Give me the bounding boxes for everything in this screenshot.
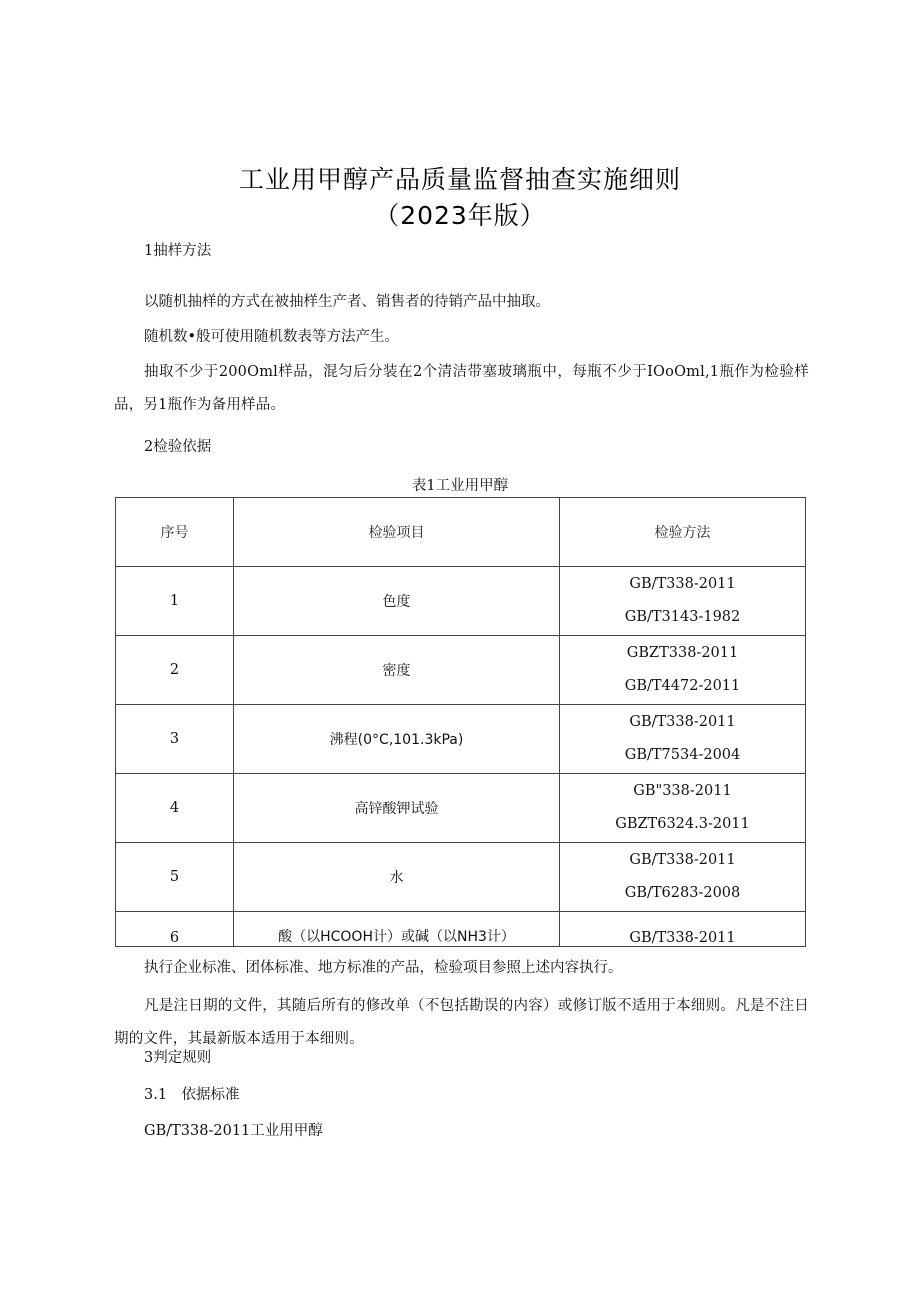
header-inspection-method: 检验方法 (560, 498, 806, 567)
row-number: 3 (116, 705, 234, 774)
method-standard: GB/T7534-2004 (624, 747, 741, 763)
method-standard: GB/T338-2011 (629, 852, 736, 868)
paragraph-basis-standard: GB/T338-2011工业用甲醇 (144, 1123, 323, 1139)
subsection-heading-basis-standard: 3.1 依据标准 (144, 1087, 240, 1103)
document-edition: （2023年版） (374, 201, 546, 230)
method-standard: GB/T4472-2011 (624, 678, 741, 694)
paragraph-random-number: 随机数•般可使用随机数表等方法产生。 (144, 329, 400, 345)
method-standard: GB/T338-2011 (629, 576, 736, 592)
method-standard: GB/T3143-1982 (624, 609, 741, 625)
document-title: 工业用甲醇产品质量监督抽查实施细则 (238, 165, 681, 194)
table-header-row (116, 498, 806, 567)
method-standard: GB"338-2011 (633, 783, 732, 799)
method-standard: GBZT338-2011 (626, 645, 739, 661)
row-methods (560, 705, 806, 774)
row-item: 密度 (234, 636, 560, 705)
table-row (116, 636, 806, 705)
table-row (116, 567, 806, 636)
table-row (116, 705, 806, 774)
header-serial-number: 序号 (116, 498, 234, 567)
row-number: 6 (116, 912, 234, 947)
row-methods (560, 843, 806, 912)
method-standard: GB/T338-2011 (629, 930, 736, 946)
row-number: 1 (116, 567, 234, 636)
row-methods (560, 912, 806, 947)
table-row (116, 774, 806, 843)
section-heading-sampling: 1抽样方法 (144, 243, 212, 259)
header-inspection-item: 检验项目 (234, 498, 560, 567)
row-item: 色度 (234, 567, 560, 636)
row-methods (560, 567, 806, 636)
inspection-table (115, 497, 806, 947)
paragraph-sampling-method: 以随机抽样的方式在被抽样生产者、销售者的待销产品中抽取。 (144, 294, 550, 310)
row-item: 沸程(0°C,101.3kPa) (234, 705, 560, 774)
row-item: 酸（以HCOOH计）或碱（以NH3计） (234, 912, 560, 947)
table-row (116, 843, 806, 912)
row-methods (560, 774, 806, 843)
method-standard: GB/T338-2011 (629, 714, 736, 730)
row-item: 水 (234, 843, 560, 912)
paragraph-sample-quantity: 抽取不少于200Oml样品，混匀后分装在2个清洁带塞玻璃瓶中，每瓶不少于IOoOml,1瓶作为检验样品，另1瓶作为备用样品。 (114, 364, 809, 413)
table-caption: 表1工业用甲醇 (411, 478, 509, 494)
method-standard: GB/T6283-2008 (624, 885, 741, 901)
table-row (116, 912, 806, 947)
row-methods (560, 636, 806, 705)
row-number: 4 (116, 774, 234, 843)
section-heading-judgement-rules: 3判定规则 (144, 1050, 212, 1066)
paragraph-dated-references: 凡是注日期的文件，其随后所有的修改单（不包括勘误的内容）或修订版不适用于本细则。凡是不注日期的文件，其最新版本适用于本细则。 (114, 998, 809, 1047)
paragraph-other-standards: 执行企业标准、团体标准、地方标准的产品，检验项目参照上述内容执行。 (144, 960, 623, 976)
row-number: 5 (116, 843, 234, 912)
row-item: 高锌酸钾试验 (234, 774, 560, 843)
row-number: 2 (116, 636, 234, 705)
section-heading-inspection-basis: 2检验依据 (144, 439, 212, 455)
method-standard: GBZT6324.3-2011 (615, 816, 750, 832)
